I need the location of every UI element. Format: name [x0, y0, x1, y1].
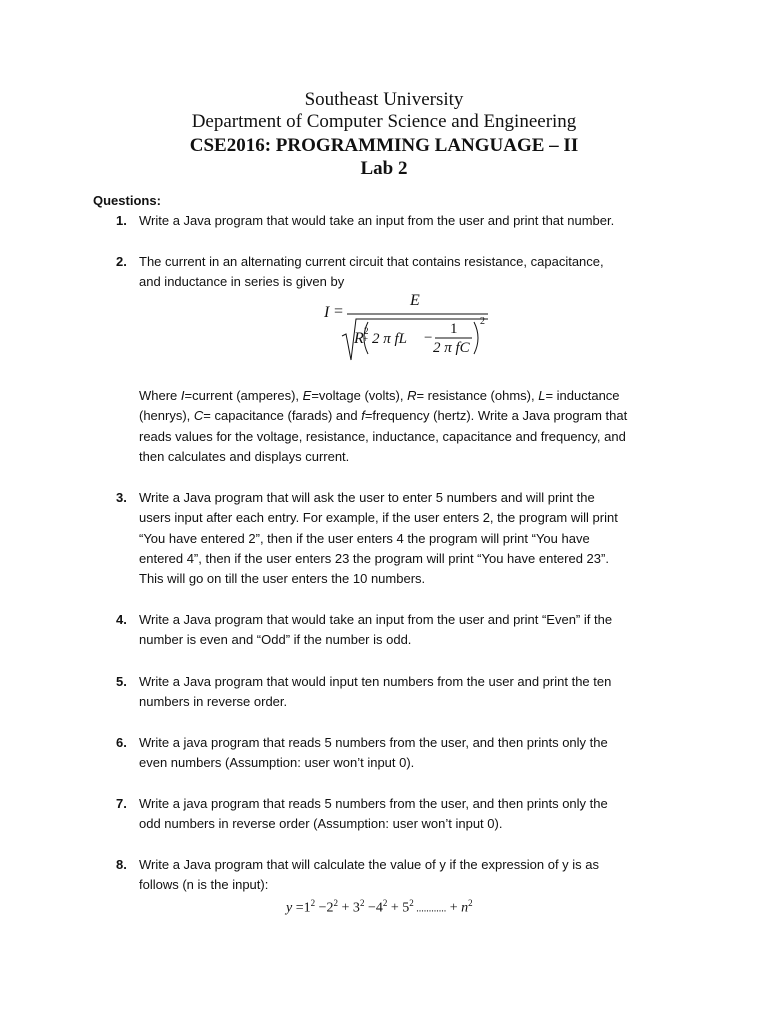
explanation-line-4: then calculates and displays current. [139, 449, 350, 464]
formula-2pi-fc: 2 π fC [433, 340, 470, 356]
question-text: numbers in reverse order. [139, 694, 288, 709]
questions-heading: Questions: [93, 193, 161, 208]
formula-plus: + [363, 334, 369, 344]
lab-title: Lab 2 [360, 158, 408, 179]
question-text: even numbers (Assumption: user won’t input 0). [139, 755, 415, 770]
question-text: Write a Java program that will calculate the value of y if the expression of y is as [139, 857, 600, 872]
formula-equals: = [334, 303, 344, 320]
department-name: Department of Computer Science and Engineering [191, 111, 577, 132]
question-number: 1. [116, 213, 127, 228]
question-text: number is even and “Odd” if the number is odd. [139, 632, 412, 647]
formula-numerator: E [410, 292, 420, 309]
explanation-line-2: (henrys), C= capacitance (farads) and f=frequency (hertz). Write a Java program that [139, 408, 628, 423]
university-name: Southeast University [304, 89, 464, 110]
formula-2pi-fl: 2 π fL [372, 331, 408, 347]
question-text: Write a Java program that would take an input from the user and print that number. [139, 213, 615, 228]
explanation-line-1: Where I=current (amperes), E=voltage (volts), R= resistance (ohms), L= inductance [139, 388, 620, 403]
question-text: Write a Java program that would take an input from the user and print “Even” if the [139, 612, 613, 627]
formula-r-exp: 2 [364, 326, 369, 336]
fraction-bar-and-radical [320, 292, 500, 367]
question-text: This will go on till the user enters the 10 numbers. [139, 571, 426, 586]
y-formula: $y =1^2 -2^2 + 3^2 -4^2 + 5^2$ ............ + $n^2$ [286, 898, 473, 916]
question-number: 5. [116, 674, 127, 689]
course-title: CSE2016: PROGRAMMING LANGUAGE – II [189, 135, 579, 156]
question-number: 8. [116, 857, 127, 872]
formula-lhs: I [324, 304, 330, 321]
question-text: Write a Java program that would input ten numbers from the user and print the ten [139, 674, 612, 689]
question-text: Write a java program that reads 5 numbers from the user, and then prints only the [139, 735, 608, 750]
question-text: “You have entered 2”, then if the user enters 4 the program will print “You have [139, 531, 590, 546]
current-formula [320, 292, 500, 367]
question-number: 4. [116, 612, 127, 627]
question-text: and inductance in series is given by [139, 274, 345, 289]
question-text: odd numbers in reverse order (Assumption: user won’t input 0). [139, 816, 503, 831]
formula-outer-exp: 2 [480, 316, 485, 327]
formula-r: R [354, 330, 364, 347]
question-text: entered 4”, then if the user enters 23 the program will print “You have entered 23”. [139, 551, 609, 566]
question-number: 2. [116, 254, 127, 269]
question-text: The current in an alternating current circuit that contains resistance, capacitance, [139, 254, 604, 269]
question-text: Write a Java program that will ask the user to enter 5 numbers and will print the [139, 490, 595, 505]
question-text: Write a java program that reads 5 numbers from the user, and then prints only the [139, 796, 608, 811]
question-text: users input after each entry. For example, if the user enters 2, the program will print [139, 510, 618, 525]
question-number: 3. [116, 490, 127, 505]
question-number: 6. [116, 735, 127, 750]
question-text: follows (n is the input): [139, 877, 269, 892]
question-number: 7. [116, 796, 127, 811]
explanation-line-3: reads values for the voltage, resistance, inductance, capacitance and frequency, and [139, 429, 626, 444]
formula-one: 1 [450, 321, 458, 337]
formula-minus: − [424, 330, 433, 346]
